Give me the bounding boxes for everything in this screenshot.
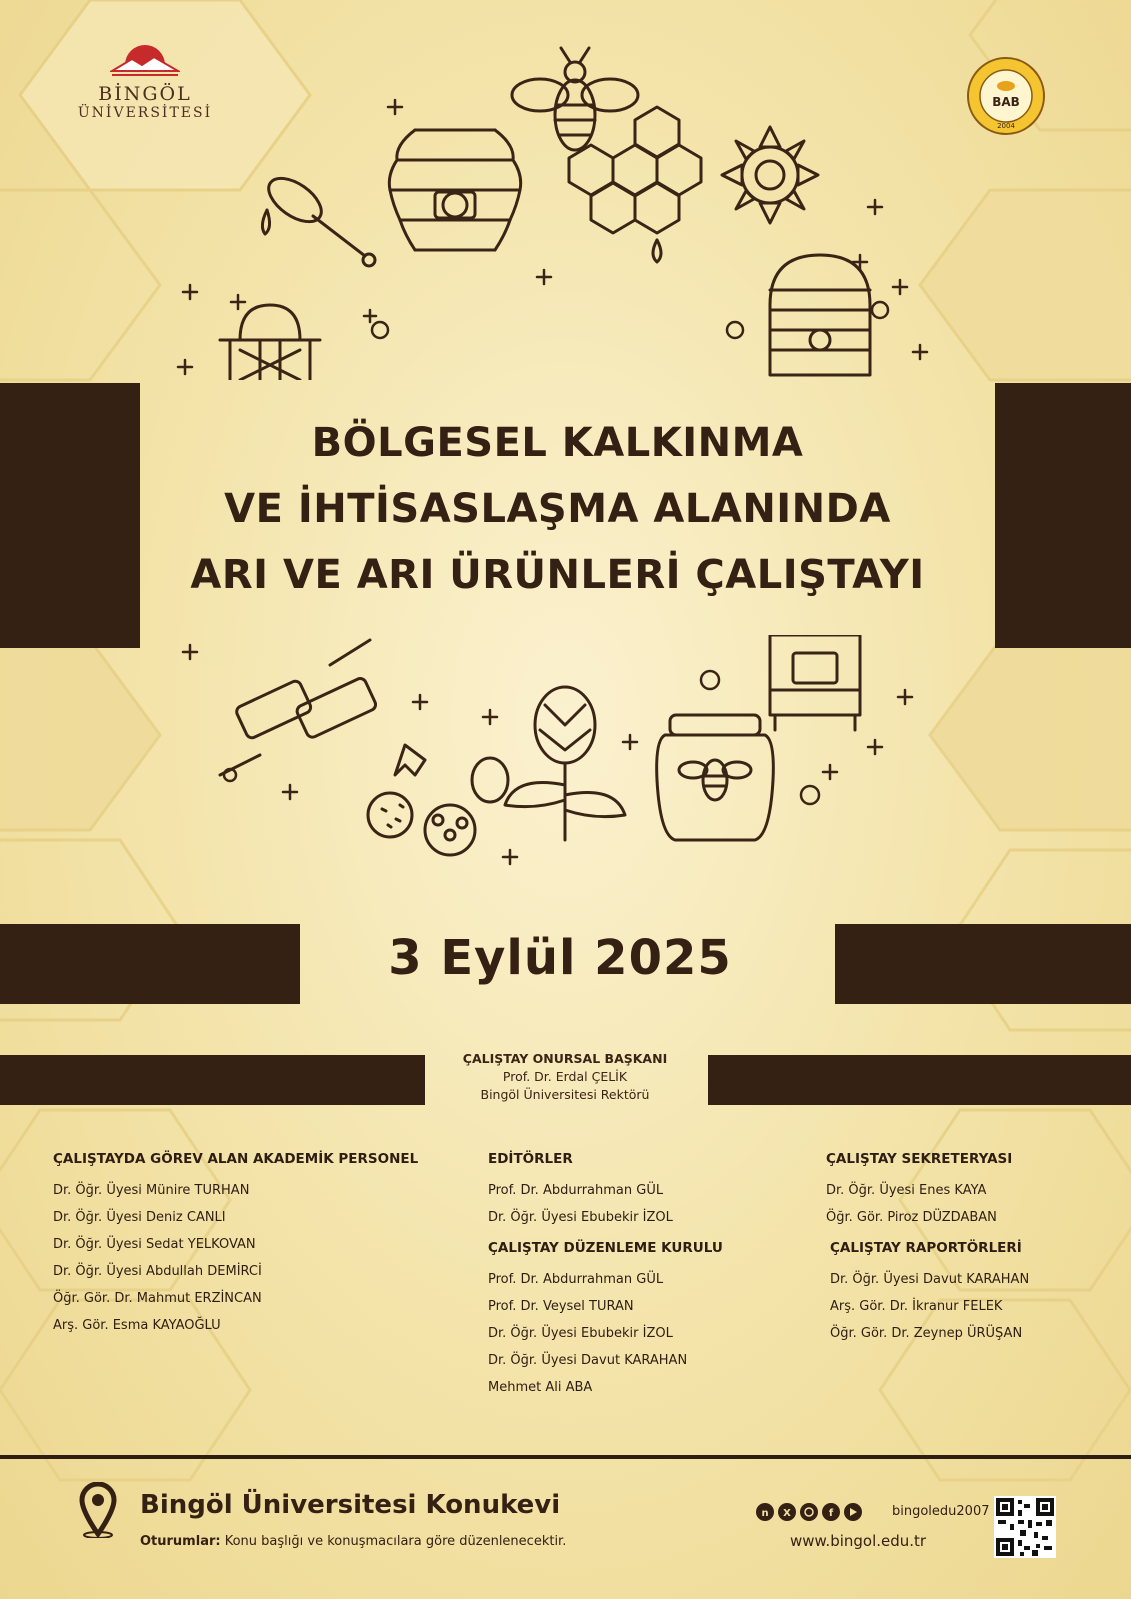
logo-line-2: ÜNİVERSİTESİ — [77, 105, 213, 121]
date-band-left — [0, 924, 300, 1004]
bottom-icon-arc — [170, 635, 960, 895]
top-icon-arc — [140, 40, 990, 380]
list-item: Dr. Öğr. Üyesi Enes KAYA — [826, 1183, 987, 1198]
honeycomb-icon — [569, 107, 701, 262]
reporters-section — [830, 1240, 1029, 1347]
gloves-icon — [220, 640, 378, 775]
list-item: Dr. Öğr. Üyesi Abdullah DEMİRCİ — [53, 1264, 262, 1279]
qr-code-icon[interactable] — [994, 1496, 1056, 1558]
title-line-2: VE İHTİSASLAŞMA ALANINDA — [224, 486, 891, 532]
svg-text:n: n — [761, 1508, 769, 1519]
honor-heading: ÇALIŞTAY ONURSAL BAŞKANI — [462, 1051, 668, 1066]
flower-icon — [722, 127, 818, 223]
list-item: Prof. Dr. Veysel TURAN — [488, 1299, 634, 1314]
list-item: Öğr. Gör. Dr. Mahmut ERZİNCAN — [53, 1291, 262, 1306]
honor-name: Prof. Dr. Erdal ÇELİK — [502, 1069, 628, 1084]
list-item: Dr. Öğr. Üyesi Deniz CANLI — [53, 1210, 226, 1225]
social-icons — [756, 1502, 886, 1522]
social-handle[interactable]: bingoledu2007 — [892, 1504, 990, 1519]
title-line-1: BÖLGESEL KALKINMA — [311, 420, 804, 466]
list-item: Öğr. Gör. Piroz DÜZDABAN — [826, 1210, 997, 1225]
honor-band-right — [708, 1055, 1131, 1105]
skep-icon — [770, 255, 870, 375]
hive-box-icon — [770, 635, 860, 730]
editors-section — [488, 1151, 673, 1231]
list-item: Prof. Dr. Abdurrahman GÜL — [488, 1272, 664, 1287]
event-date: 3 Eylül 2025 — [388, 930, 732, 986]
academic-heading: ÇALIŞTAYDA GÖREV ALAN AKADEMİK PERSONEL — [53, 1151, 419, 1167]
website-link[interactable]: www.bingol.edu.tr — [790, 1532, 927, 1550]
svg-text:f: f — [828, 1508, 834, 1519]
list-item: Arş. Gör. Esma KAYAOĞLU — [53, 1318, 221, 1333]
date-band-right — [835, 924, 1131, 1004]
title-band-left — [0, 383, 140, 648]
list-item: Dr. Öğr. Üyesi Davut KARAHAN — [830, 1272, 1030, 1287]
academic-staff-section — [53, 1151, 418, 1339]
honey-dipper-icon — [261, 170, 375, 266]
venue-name: Bingöl Üniversitesi Konukevi — [140, 1490, 561, 1520]
bee-icon — [512, 48, 638, 150]
honorary-chair — [425, 1050, 705, 1104]
location-pin-icon — [78, 1482, 118, 1538]
workshop-title — [140, 410, 975, 608]
list-item: Arş. Gör. Dr. İkranur FELEK — [830, 1299, 1003, 1314]
honor-band-left — [0, 1055, 425, 1105]
committee-heading: ÇALIŞTAY DÜZENLEME KURULU — [488, 1240, 723, 1256]
list-item: Dr. Öğr. Üyesi Ebubekir İZOL — [488, 1326, 673, 1341]
pollen-icon — [368, 745, 508, 855]
clover-icon — [505, 687, 625, 840]
list-item: Öğr. Gör. Dr. Zeynep ÜRÜŞAN — [830, 1326, 1023, 1341]
beekeeper-hat-icon — [220, 305, 320, 380]
secretariat-section — [826, 1151, 1012, 1231]
secretariat-heading: ÇALIŞTAY SEKRETERYASI — [826, 1151, 1013, 1167]
svg-text:X: X — [783, 1508, 791, 1519]
sessions-note — [140, 1534, 566, 1549]
list-item: Prof. Dr. Abdurrahman GÜL — [488, 1183, 664, 1198]
sessions-text: Konu başlığı ve konuşmacılara göre düzenlenecektir. — [224, 1534, 567, 1549]
reporters-heading: ÇALIŞTAY RAPORTÖRLERİ — [830, 1240, 1022, 1256]
committee-section — [488, 1240, 723, 1401]
logo-year-text: 2004 — [997, 122, 1015, 130]
title-line-3: ARI VE ARI ÜRÜNLERİ ÇALIŞTAYI — [190, 552, 925, 598]
editors-heading: EDİTÖRLER — [488, 1151, 573, 1167]
list-item: Dr. Öğr. Üyesi Ebubekir İZOL — [488, 1210, 673, 1225]
list-item: Mehmet Ali ABA — [488, 1380, 593, 1395]
logo-line-1: BİNGÖL — [98, 83, 192, 105]
title-band-right — [995, 383, 1131, 648]
honey-jar-icon — [657, 715, 774, 840]
sessions-label: Oturumlar: — [140, 1534, 221, 1549]
list-item: Dr. Öğr. Üyesi Davut KARAHAN — [488, 1353, 688, 1368]
footer-divider — [0, 1455, 1131, 1459]
logo-bab-text: BAB — [992, 95, 1020, 109]
list-item: Dr. Öğr. Üyesi Münire TURHAN — [53, 1183, 250, 1198]
instagram-icon[interactable] — [800, 1503, 818, 1521]
beehive-icon — [389, 130, 520, 250]
honor-role: Bingöl Üniversitesi Rektörü — [480, 1087, 650, 1102]
list-item: Dr. Öğr. Üyesi Sedat YELKOVAN — [53, 1237, 256, 1252]
